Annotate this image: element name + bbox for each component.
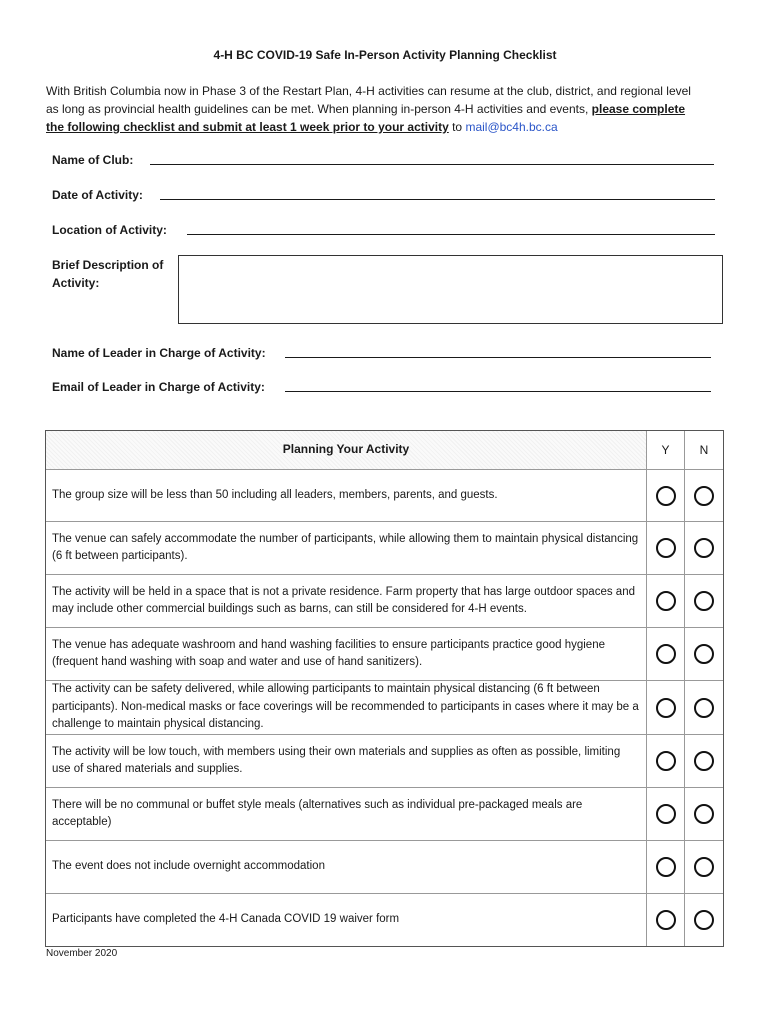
checklist-item-text: The event does not include overnight accommodation: [46, 841, 647, 893]
yes-cell: [647, 894, 685, 946]
no-radio-button[interactable]: [694, 644, 714, 664]
activity-description-field[interactable]: [178, 255, 723, 324]
checklist-item-text: Participants have completed the 4-H Canada COVID 19 waiver form: [46, 894, 647, 946]
activity-location-label: Location of Activity:: [52, 223, 167, 237]
table-row: [46, 787, 723, 840]
no-cell: [685, 788, 723, 840]
checklist-item-text: The activity will be held in a space that is not a private residence. Farm property that has large outdoor spaces and may include other commercial buildings such as barns, can still be considered for 4-H events.: [46, 575, 647, 627]
no-cell: [685, 575, 723, 627]
page-title: 4-H BC COVID-19 Safe In-Person Activity Planning Checklist: [213, 48, 557, 62]
yes-column-header: Y: [647, 431, 685, 469]
leader-email-label: Email of Leader in Charge of Activity:: [52, 380, 265, 394]
checklist-item-text: The venue has adequate washroom and hand washing facilities to ensure participants practice good hygiene (frequent hand washing with soap and water and use of hand sanitizers).: [46, 628, 647, 680]
yes-cell: [647, 735, 685, 787]
no-column-header: N: [699, 443, 709, 457]
yes-radio-button[interactable]: [656, 644, 676, 664]
intro-paragraph: [46, 82, 706, 136]
intro-emphasis: please complete the following checklist and submit at least 1 week prior to your activity: [46, 102, 686, 134]
yes-cell: [647, 841, 685, 893]
no-radio-button[interactable]: [694, 486, 714, 506]
no-radio-button[interactable]: [694, 751, 714, 771]
yes-radio-button[interactable]: [656, 857, 676, 877]
yes-cell: [647, 628, 685, 680]
table-header-row: [46, 431, 723, 469]
yes-radio-button[interactable]: [656, 591, 676, 611]
leader-name-field[interactable]: [285, 357, 711, 358]
activity-date-field[interactable]: [160, 199, 715, 200]
activity-date-label: Date of Activity:: [52, 188, 143, 202]
no-radio-button[interactable]: [694, 538, 714, 558]
no-cell: [685, 522, 723, 574]
table-header-title: Planning Your Activity: [46, 431, 647, 469]
yes-radio-button[interactable]: [656, 751, 676, 771]
no-cell: [685, 628, 723, 680]
yes-cell: [647, 575, 685, 627]
table-row: [46, 627, 723, 680]
leader-email-field[interactable]: [285, 391, 711, 392]
planning-checklist-table: [45, 430, 724, 947]
yes-radio-button[interactable]: [656, 910, 676, 930]
checklist-item-text: The venue can safely accommodate the number of participants, while allowing them to maintain physical distancing (6 ft between participants).: [46, 522, 647, 574]
footer-date: November 2020: [46, 948, 118, 959]
yes-cell: [647, 681, 685, 734]
yes-radio-button[interactable]: [656, 486, 676, 506]
yes-cell: [647, 522, 685, 574]
checklist-item-text: There will be no communal or buffet style meals (alternatives such as individual pre-packaged meals are acceptable): [46, 788, 647, 840]
checklist-item-text: The activity can be safety delivered, while allowing participants to maintain physical distancing (6 ft between participants). Non-medical masks or face coverings will be recommended to participants in cases where it may be a challenge to maintain physical distancing.: [46, 681, 647, 734]
no-radio-button[interactable]: [694, 591, 714, 611]
email-link[interactable]: mail@bc4h.bc.ca: [465, 120, 558, 134]
table-row: [46, 680, 723, 734]
yes-radio-button[interactable]: [656, 698, 676, 718]
table-row: [46, 521, 723, 574]
yes-radio-button[interactable]: [656, 804, 676, 824]
table-row: [46, 840, 723, 893]
club-name-label: Name of Club:: [52, 153, 134, 167]
activity-location-field[interactable]: [187, 234, 715, 235]
intro-to: to: [448, 120, 466, 134]
table-row: [46, 893, 723, 946]
club-name-field[interactable]: [150, 164, 714, 165]
checklist-item-text: The activity will be low touch, with members using their own materials and supplies as often as possible, limiting use of shared materials and supplies.: [46, 735, 647, 787]
activity-description-label: Brief Description of Activity:: [52, 258, 164, 290]
no-radio-button[interactable]: [694, 698, 714, 718]
yes-cell: [647, 788, 685, 840]
yes-cell: [647, 470, 685, 521]
leader-name-label: Name of Leader in Charge of Activity:: [52, 346, 266, 360]
table-row: [46, 574, 723, 627]
table-row: [46, 469, 723, 521]
no-radio-button[interactable]: [694, 857, 714, 877]
checklist-item-text: The group size will be less than 50 including all leaders, members, parents, and guests.: [46, 470, 647, 521]
intro-text: With British Columbia now in Phase 3 of the Restart Plan, 4-H activities can resume at the club, district, and regional level as long as provincial health guidelines can be met. When planning in-person 4-H activities and events,: [46, 84, 691, 116]
table-row: [46, 734, 723, 787]
no-cell: [685, 470, 723, 521]
no-radio-button[interactable]: [694, 804, 714, 824]
no-cell: [685, 735, 723, 787]
yes-radio-button[interactable]: [656, 538, 676, 558]
no-cell: [685, 681, 723, 734]
no-radio-button[interactable]: [694, 910, 714, 930]
no-cell: [685, 894, 723, 946]
no-cell: [685, 841, 723, 893]
